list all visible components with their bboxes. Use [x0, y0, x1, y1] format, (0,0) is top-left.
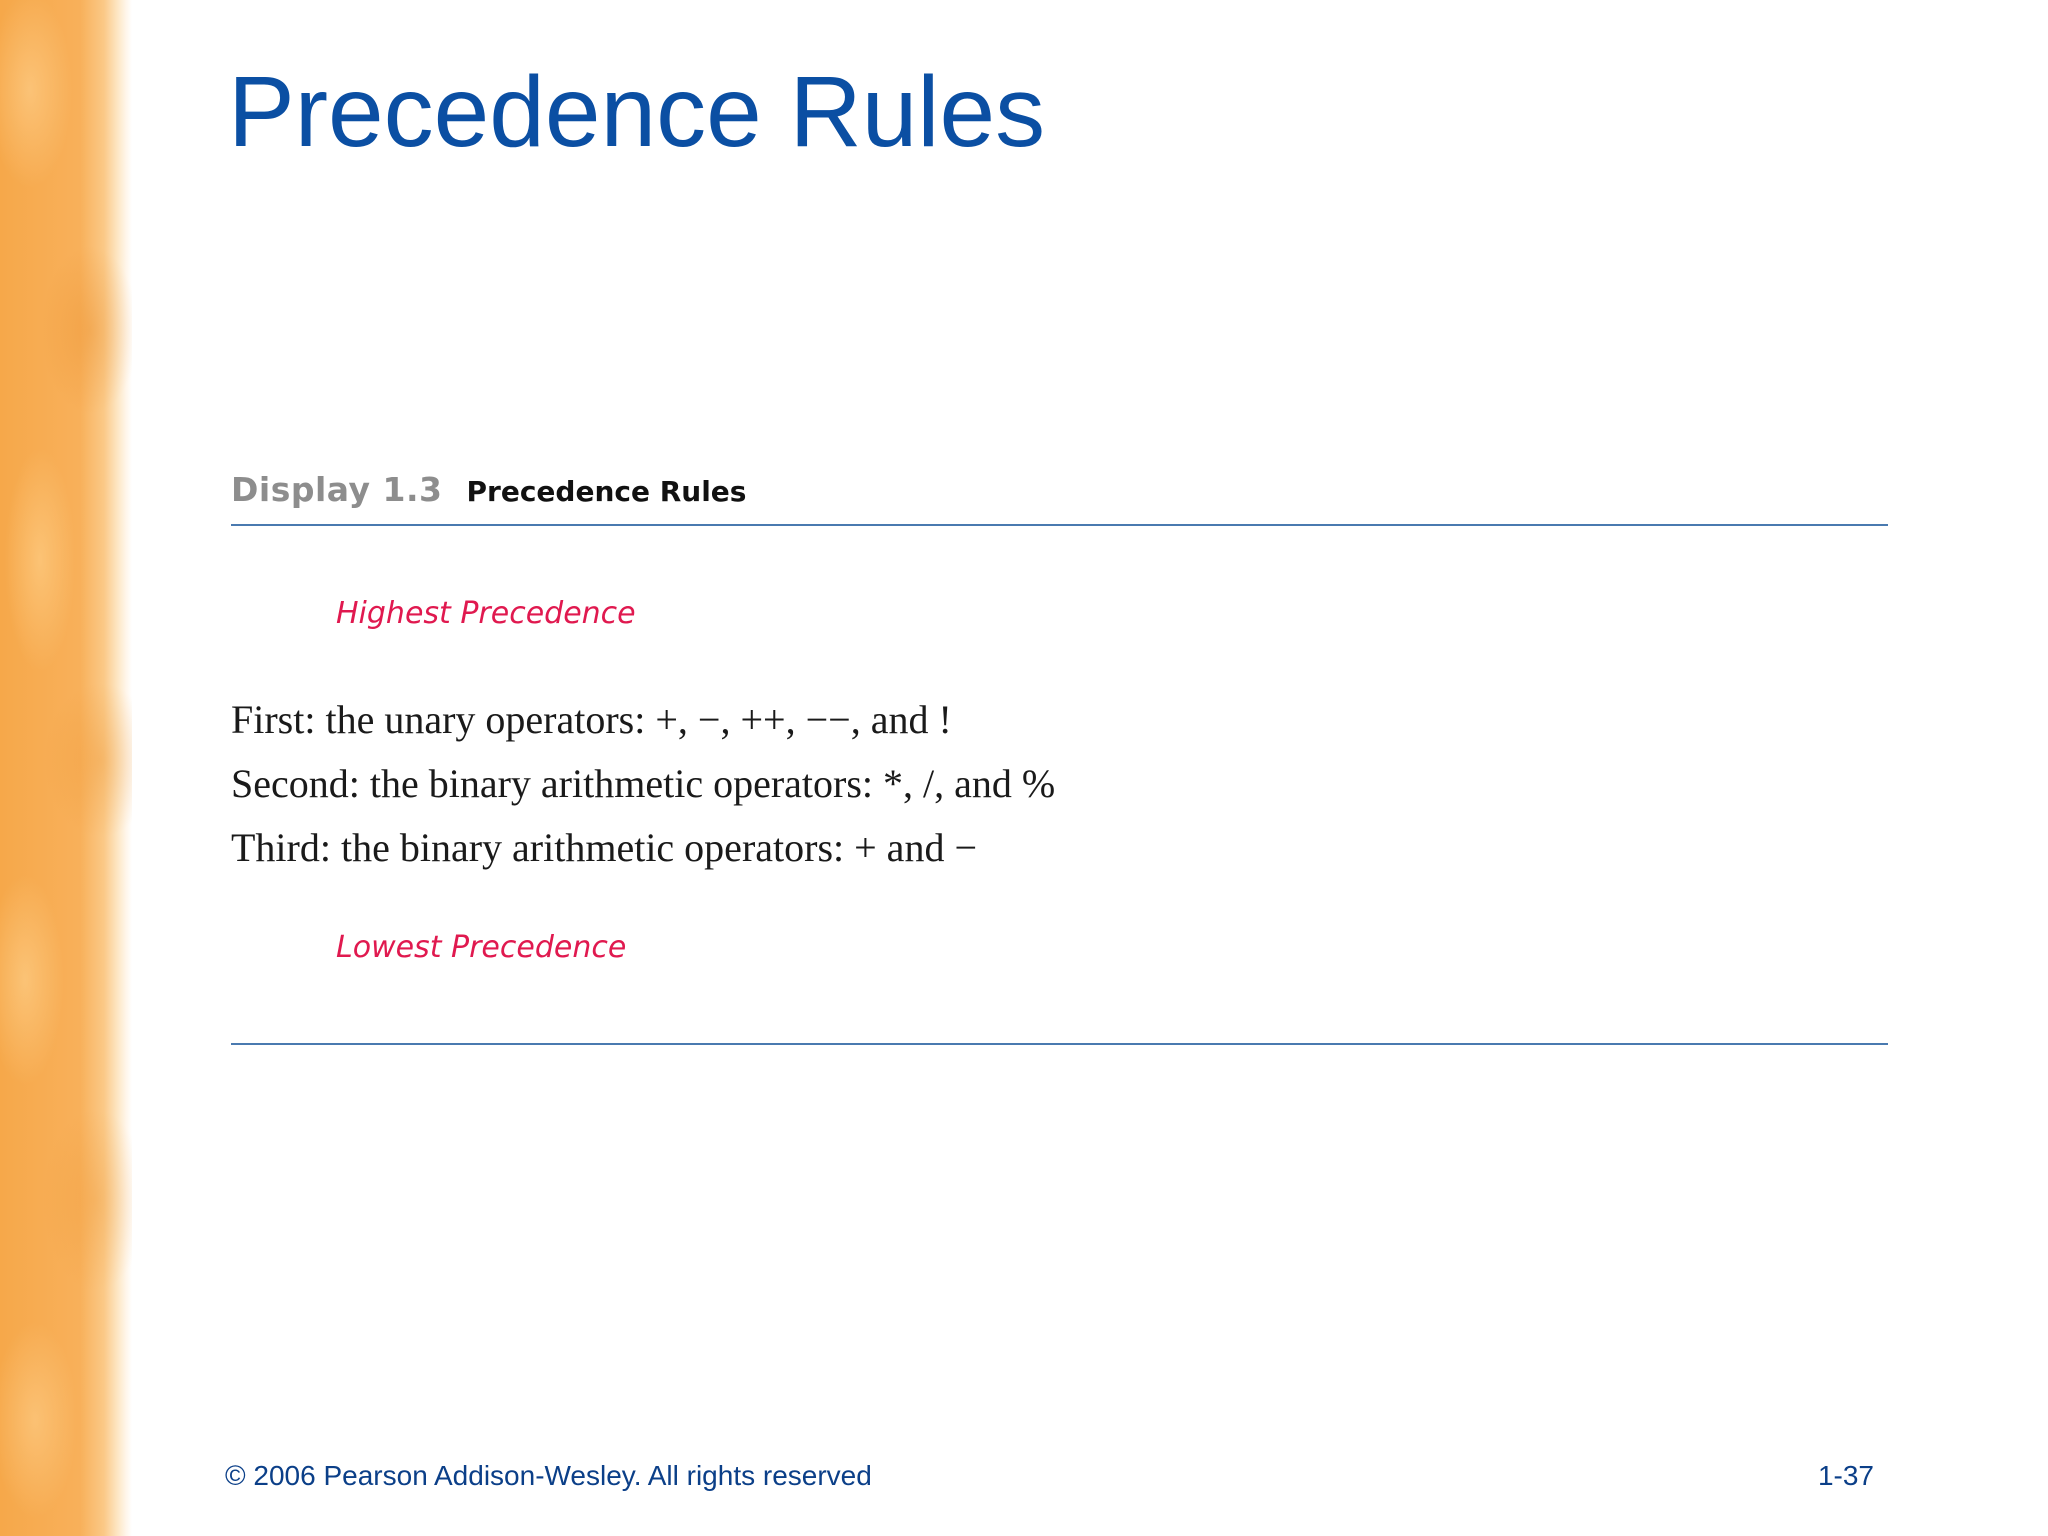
display-title: Precedence Rules: [466, 475, 747, 508]
display-top-divider: [231, 524, 1888, 526]
rule-first: First: the unary operators: +, −, ++, −−, and !: [231, 697, 952, 742]
display-number-label: Display 1.3: [231, 470, 443, 509]
display-header: [231, 470, 746, 514]
slide-title: Precedence Rules: [228, 56, 1046, 168]
rule-second: Second: the binary arithmetic operators: *, /, and %: [231, 761, 1056, 806]
rule-third: Third: the binary arithmetic operators: + and −: [231, 825, 977, 870]
footer-page-number: 1-37: [1817, 1460, 1874, 1491]
highest-precedence-label: Highest Precedence: [336, 596, 636, 631]
footer-copyright: © 2006 Pearson Addison-Wesley. All rights reserved: [225, 1460, 872, 1491]
precedence-rules-list: [231, 688, 1055, 880]
display-bottom-divider: [231, 1043, 1888, 1045]
decorative-side-band: [0, 0, 132, 1536]
lowest-precedence-label: Lowest Precedence: [336, 930, 627, 965]
